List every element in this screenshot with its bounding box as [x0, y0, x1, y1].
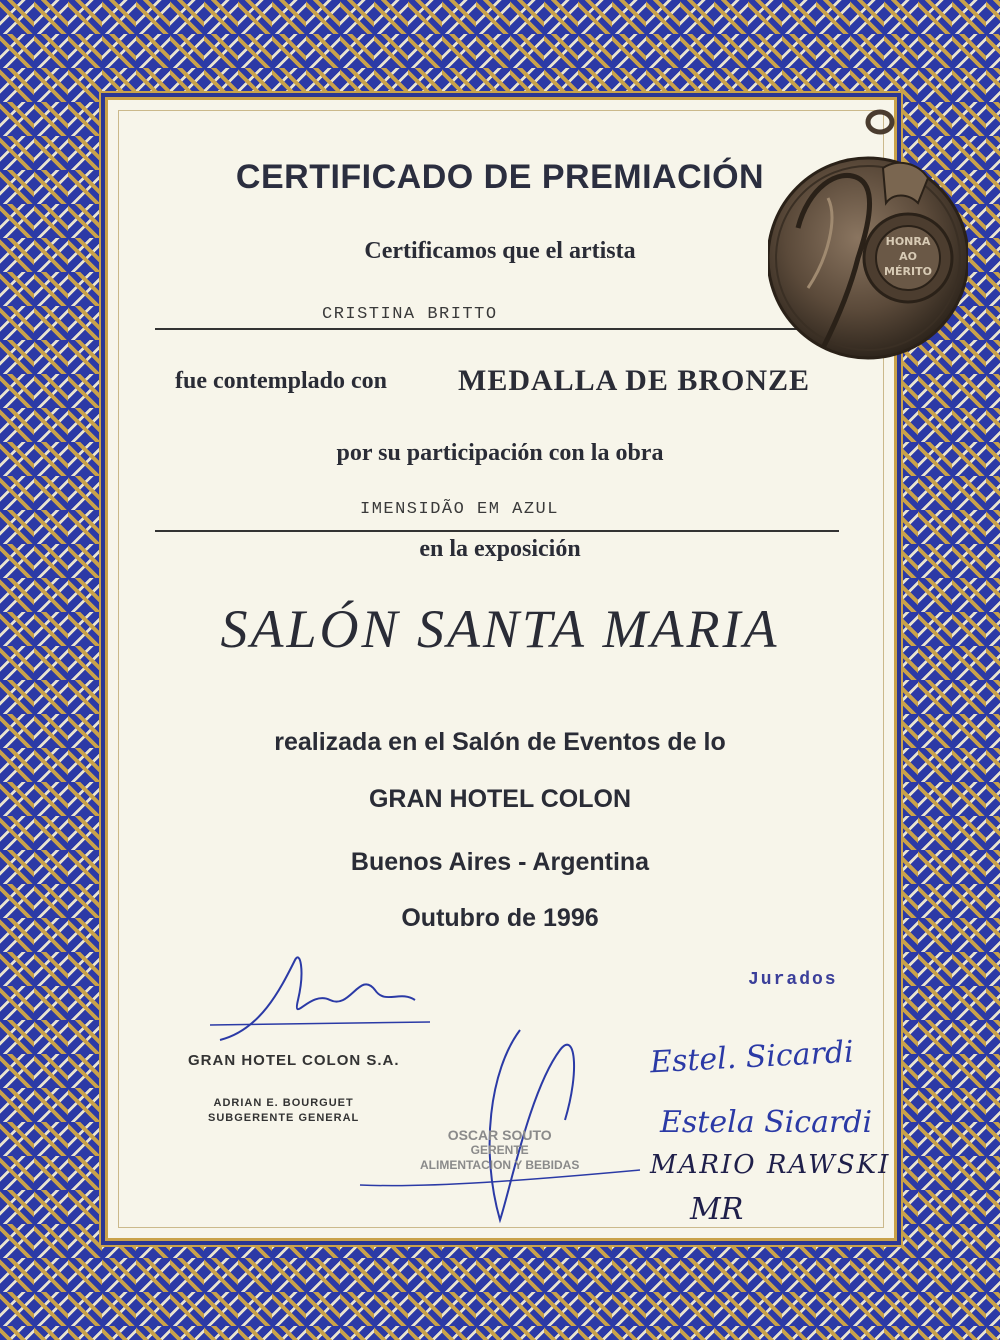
work-line [155, 530, 839, 532]
work-prefix: por su participación con la obra [336, 440, 664, 466]
venue-name: GRAN HOTEL COLON [368, 785, 632, 813]
medal-text-mid: AO [899, 250, 917, 263]
artist-name: CRISTINA BRITTO [322, 305, 498, 324]
work-title: IMENSIDÃO EM AZUL [360, 500, 559, 519]
date: Outubro de 1996 [401, 904, 599, 932]
signer-1-name: ADRIAN E. BOURGUET [213, 1097, 354, 1109]
signer-2-role: GERENTE [470, 1143, 529, 1157]
venue-line: realizada en el Salón de Eventos de lo [274, 728, 726, 756]
city: Buenos Aires - Argentina [350, 848, 650, 876]
juror-1-name: Estela Sicardi [660, 1105, 873, 1140]
award-name: MEDALLA DE BRONZE [458, 364, 811, 397]
signature-scribble-2 [350, 1010, 650, 1240]
hotel-stamp: GRAN HOTEL COLON S.A. [188, 1052, 400, 1069]
juror-2-name: MARIO RAWSKI [650, 1150, 891, 1180]
medal-text-top: HONRA [885, 235, 931, 248]
bronze-medal [768, 108, 968, 376]
artist-line [155, 328, 825, 330]
signer-2 [420, 1128, 579, 1173]
exhibition-name: SALÓN SANTA MARIA [220, 599, 780, 659]
exhibition-prefix: en la exposición [419, 536, 581, 562]
signer-2-name: OSCAR SOUTO [447, 1127, 552, 1143]
signer-1-role: SUBGERENTE GENERAL [208, 1112, 360, 1124]
medal-text-bottom: MÉRITO [884, 265, 932, 278]
juror-signature-1: Estel. Sicardi [649, 1034, 855, 1081]
juror-2-initials: MR [690, 1192, 744, 1227]
certificate-title: CERTIFICADO DE PREMIACIÓN [235, 158, 765, 196]
signer-2-dept: ALIMENTACION Y BEBIDAS [420, 1158, 580, 1172]
awarded-prefix: fue contemplado con [175, 368, 387, 394]
jurados-stamp: Jurados [748, 970, 838, 990]
signer-1 [208, 1096, 359, 1126]
intro-text: Certificamos que el artista [364, 238, 636, 264]
